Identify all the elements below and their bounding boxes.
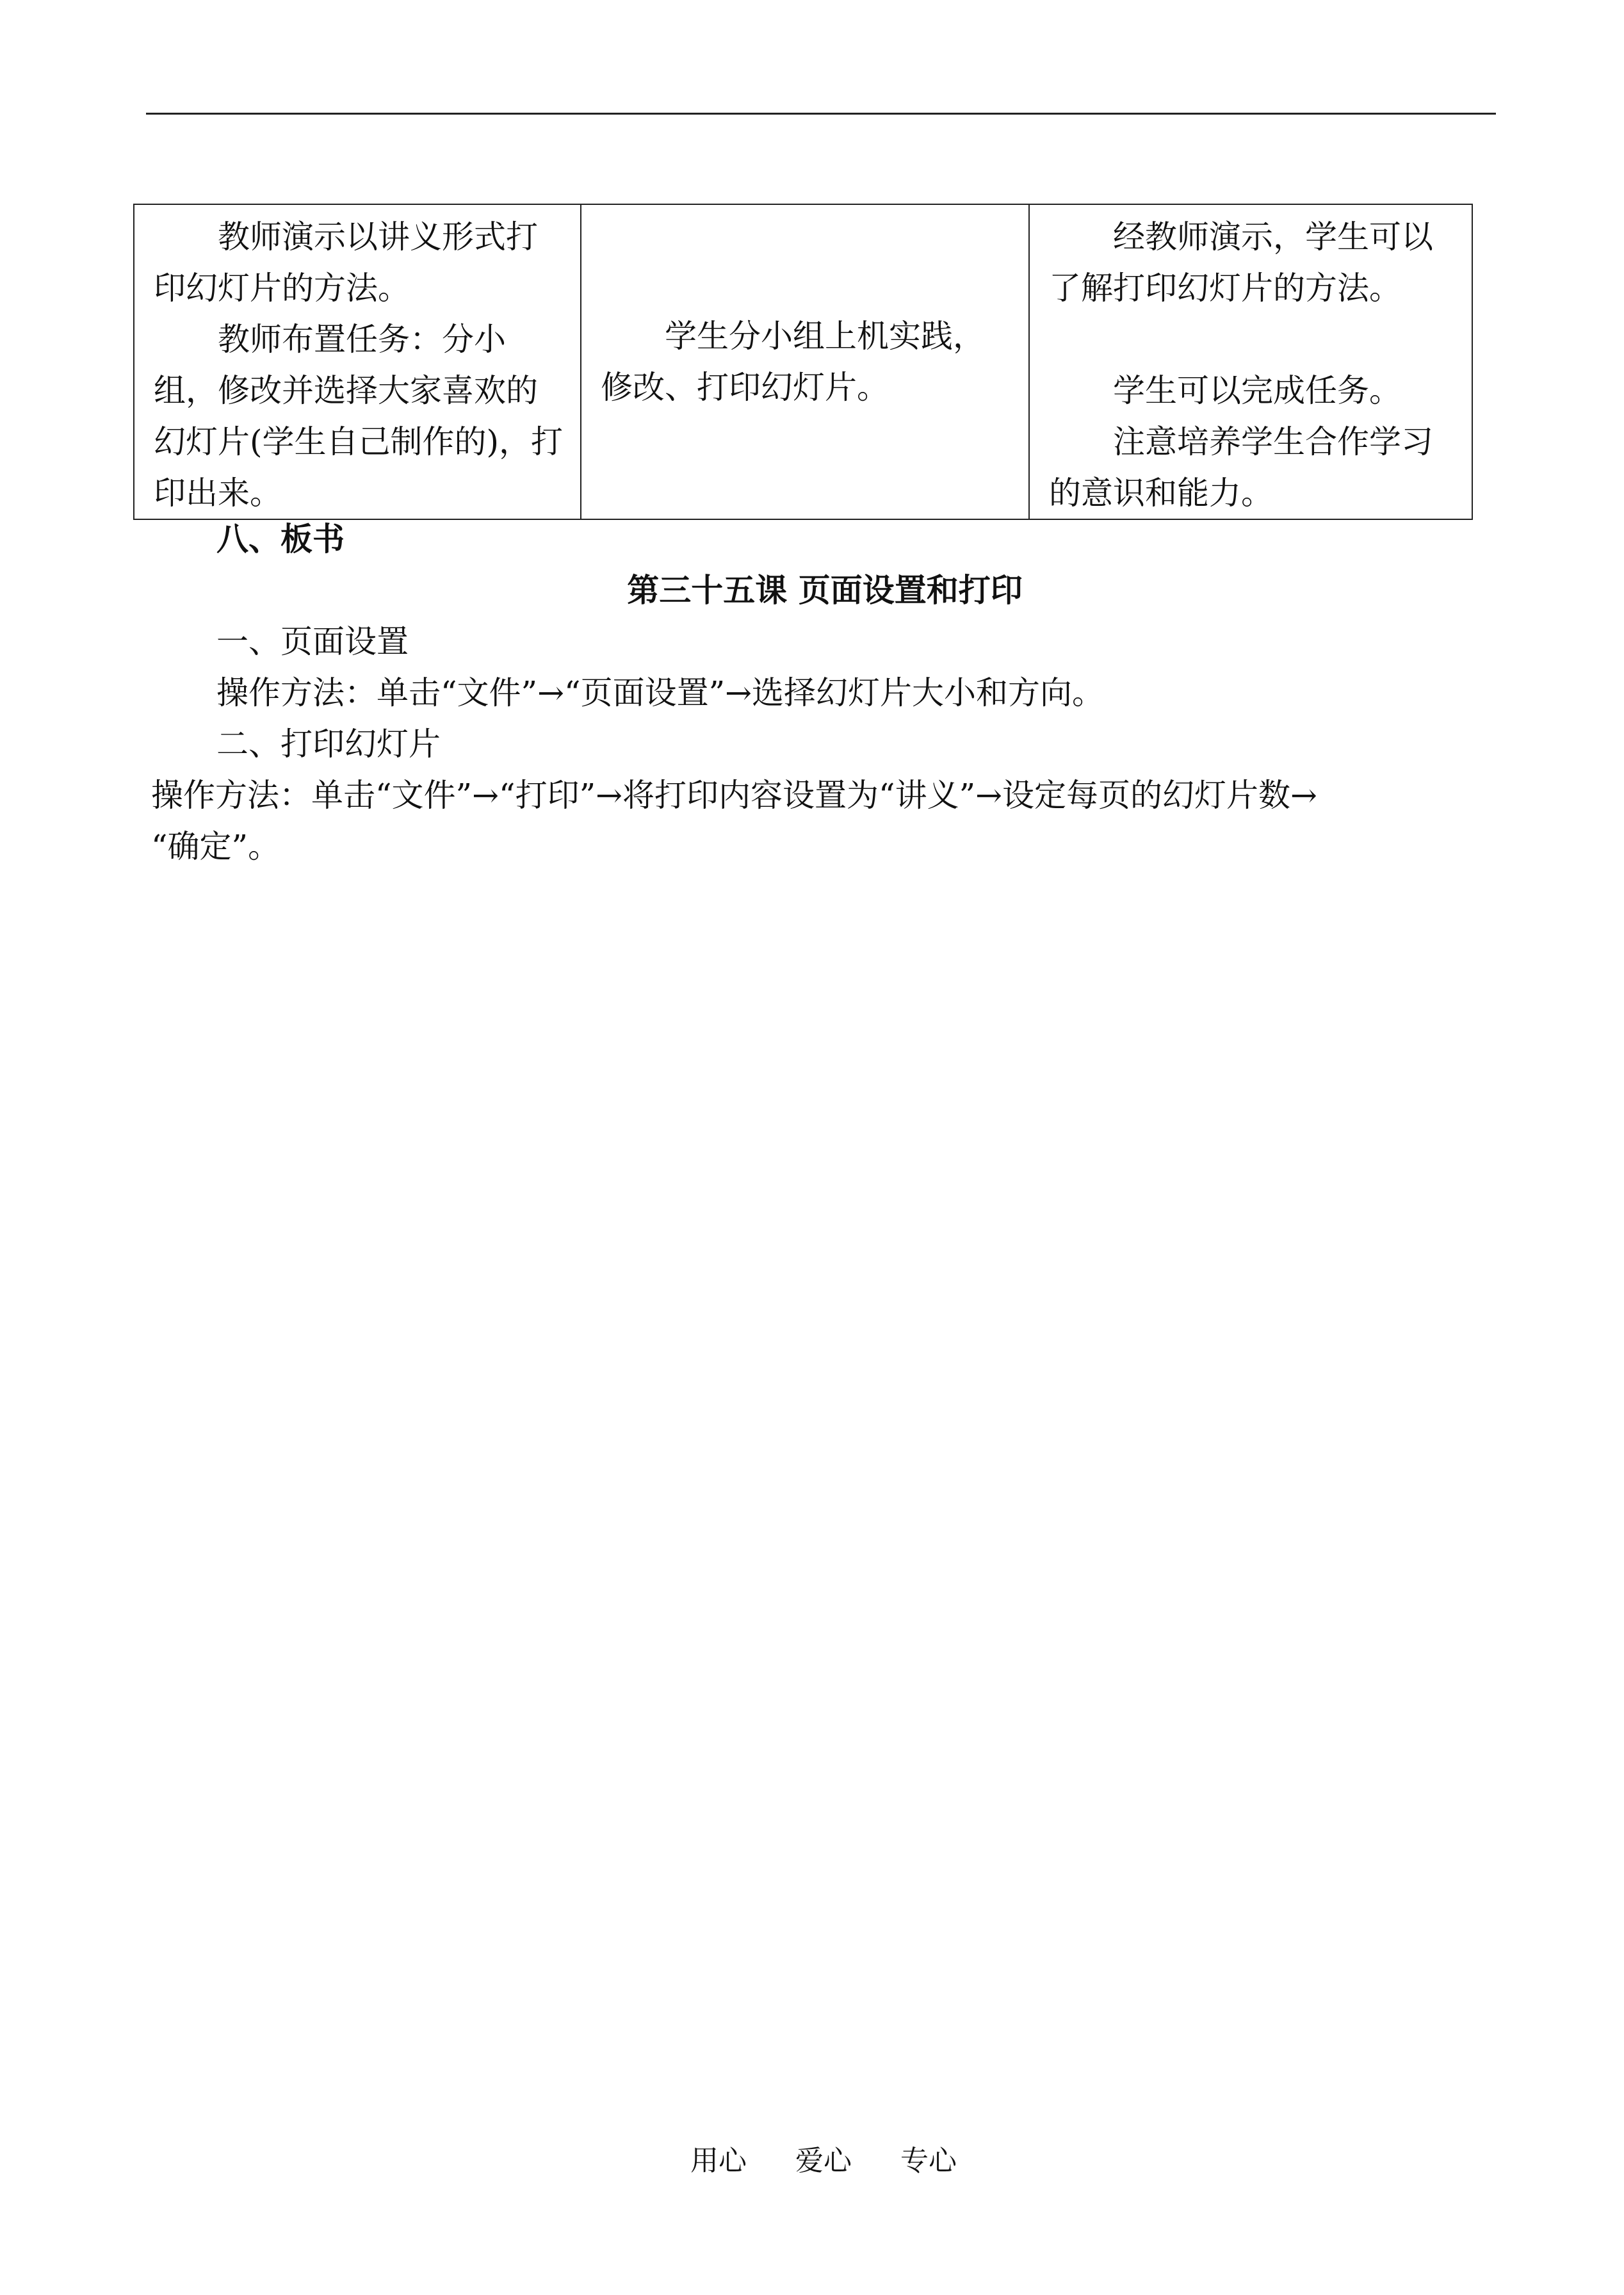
- section-heading-blackboard: 八、板书: [216, 520, 345, 558]
- part1-heading: 一、页面设置: [216, 623, 409, 660]
- footer-word: 专心: [900, 2145, 957, 2177]
- spacer: [1049, 314, 1455, 365]
- teacher-demo-text: 教师演示以讲义形式打印幻灯片的方法。: [154, 218, 538, 307]
- table-row: [134, 204, 1472, 519]
- teacher-activity-cell: [134, 204, 581, 519]
- student-practice-text: 学生分小组上机实践，修改、打印幻灯片。: [601, 318, 985, 406]
- student-activity-cell: [581, 204, 1029, 519]
- footer-word: 用心: [690, 2145, 747, 2177]
- lesson-activity-table: [133, 204, 1473, 520]
- intent-task-text: 学生可以完成任务。: [1113, 372, 1401, 409]
- teacher-task-text: 教师布置任务：分小组，修改并选择大家喜欢的幻灯片(学生自己制作的)，打印出来。: [154, 321, 564, 512]
- lesson-title: 第三十五课 页面设置和打印: [627, 571, 1023, 609]
- header-rule: [146, 113, 1496, 115]
- part2-method-line1: 操作方法：单击“文件”→“打印”→将打印内容设置为“讲义”→设定每页的幻灯片数→: [151, 777, 1317, 814]
- footer-word: 爱心: [795, 2145, 852, 2177]
- part1-method: 操作方法：单击“文件”→“页面设置”→选择幻灯片大小和方向。: [216, 674, 1105, 711]
- part2-heading: 二、打印幻灯片: [216, 726, 441, 763]
- part2-method-line2: “确定”。: [151, 828, 280, 865]
- design-intent-cell: [1029, 204, 1472, 519]
- intent-demo-text: 经教师演示，学生可以了解打印幻灯片的方法。: [1049, 218, 1433, 307]
- intent-cooperation-text: 注意培养学生合作学习的意识和能力。: [1049, 423, 1433, 512]
- page-footer: [690, 2139, 957, 2184]
